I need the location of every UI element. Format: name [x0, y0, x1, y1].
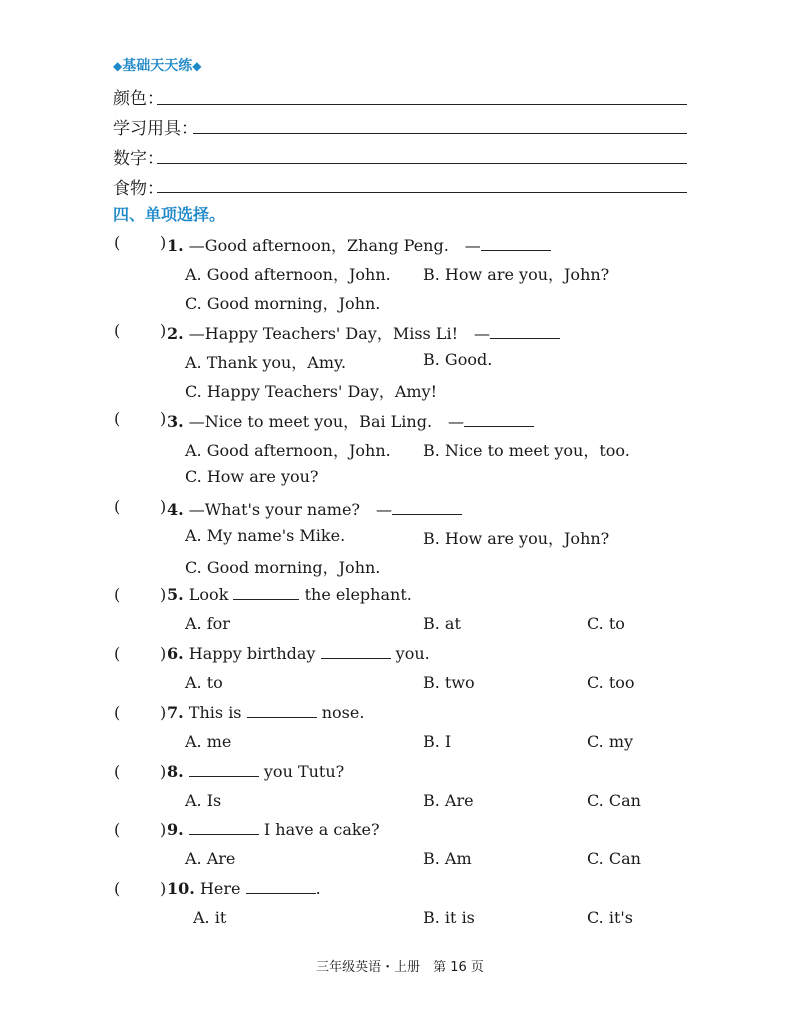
fill-line-numbers[interactable]	[157, 163, 687, 164]
question-stem	[167, 879, 321, 898]
question-number: 6.	[167, 644, 184, 663]
question-text-after: I have a cake?	[263, 820, 380, 839]
question-text: —What's your name? —	[188, 500, 392, 519]
option-c: C. Good morning，John.	[185, 294, 381, 313]
question-stem	[167, 233, 551, 256]
option-a: A. Are	[185, 849, 236, 868]
answer-blank[interactable]	[247, 703, 317, 718]
option-c: C. Can	[587, 849, 641, 868]
answer-paren-open: (	[114, 409, 121, 428]
fill-label-stationery: 学习用具：	[113, 119, 198, 139]
diamond-right-icon: ◆	[192, 59, 202, 73]
answer-paren-open: (	[114, 233, 121, 252]
option-b: B. at	[423, 614, 461, 633]
answer-paren-open: (	[114, 820, 121, 839]
question-stem	[167, 762, 344, 781]
option-b: B. Are	[423, 791, 474, 810]
option-a: A. me	[185, 732, 232, 751]
question-stem	[167, 585, 412, 604]
question-text-before: This is	[188, 703, 242, 722]
question-number: 9.	[167, 820, 184, 839]
answer-paren-open: (	[114, 762, 121, 781]
option-b: B. two	[423, 673, 475, 692]
question-stem	[167, 644, 430, 663]
question-text-before: Here	[199, 879, 241, 898]
option-c: C. it's	[587, 908, 633, 927]
section-title: 四、单项选择。	[113, 205, 226, 224]
fill-line-colors[interactable]	[157, 104, 687, 105]
answer-blank[interactable]	[392, 500, 462, 515]
fill-label-numbers: 数字：	[113, 149, 164, 169]
question-text-before: Look	[188, 585, 229, 604]
fill-line-stationery[interactable]	[193, 133, 687, 134]
answer-paren-close: )	[160, 644, 167, 663]
question-text-after: nose.	[321, 703, 365, 722]
option-b: B. I	[423, 732, 452, 751]
answer-paren-close: )	[160, 703, 167, 722]
answer-blank[interactable]	[464, 412, 534, 427]
answer-paren-open: (	[114, 585, 121, 604]
fill-label-food: 食物：	[113, 179, 164, 199]
answer-paren-close: )	[160, 321, 167, 340]
answer-paren-close: )	[160, 879, 167, 898]
answer-paren-close: )	[160, 820, 167, 839]
page-footer: 三年级英语・上册 第 16 页	[316, 960, 484, 975]
option-a: A. Good afternoon，John.	[185, 441, 391, 460]
answer-blank[interactable]	[321, 644, 391, 659]
answer-paren-close: )	[160, 497, 167, 516]
question-stem	[167, 497, 462, 520]
answer-paren-open: (	[114, 644, 121, 663]
question-number: 10.	[167, 879, 195, 898]
question-number: 7.	[167, 703, 184, 722]
question-number: 4.	[167, 500, 184, 519]
option-c: C. too	[587, 673, 635, 692]
option-b: B. How are you，John?	[423, 265, 610, 284]
banner-label: 基础天天练	[122, 58, 193, 74]
option-b: B. Good.	[423, 350, 493, 369]
question-text: —Nice to meet you，Bai Ling. —	[188, 412, 465, 431]
question-number: 5.	[167, 585, 184, 604]
diamond-left-icon: ◆	[113, 59, 123, 73]
option-b: B. Am	[423, 849, 472, 868]
question-text-after: you Tutu?	[263, 762, 345, 781]
answer-blank[interactable]	[490, 324, 560, 339]
option-c: C. Can	[587, 791, 641, 810]
question-stem	[167, 703, 364, 722]
option-a: A. Thank you，Amy.	[185, 353, 347, 372]
option-b: B. it is	[423, 908, 475, 927]
answer-blank[interactable]	[189, 820, 259, 835]
option-a: A. for	[185, 614, 230, 633]
answer-blank[interactable]	[233, 585, 299, 600]
question-text: —Good afternoon，Zhang Peng. —	[188, 236, 481, 255]
answer-paren-open: (	[114, 703, 121, 722]
question-text-before: Happy birthday	[188, 644, 316, 663]
answer-paren-close: )	[160, 762, 167, 781]
answer-paren-close: )	[160, 233, 167, 252]
option-c: C. Good morning，John.	[185, 558, 381, 577]
answer-paren-open: (	[114, 321, 121, 340]
question-text: —Happy Teachers' Day，Miss Li! —	[188, 324, 491, 343]
option-c: C. How are you?	[185, 467, 319, 486]
option-b: B. How are you，John?	[423, 529, 610, 548]
option-a: A. My name's Mike.	[185, 526, 346, 545]
answer-blank[interactable]	[481, 236, 551, 251]
question-stem	[167, 409, 534, 432]
fill-line-food[interactable]	[157, 192, 687, 193]
answer-paren-close: )	[160, 585, 167, 604]
question-text-after: the elephant.	[304, 585, 412, 604]
question-text-after: you.	[395, 644, 430, 663]
option-b: B. Nice to meet you，too.	[423, 441, 630, 460]
question-stem	[167, 321, 560, 344]
option-a: A. it	[193, 908, 227, 927]
question-text-after: .	[315, 879, 321, 898]
answer-blank[interactable]	[189, 762, 259, 777]
fill-label-colors: 颜色：	[113, 89, 164, 109]
option-a: A. Is	[185, 791, 222, 810]
question-number: 8.	[167, 762, 184, 781]
answer-paren-open: (	[114, 879, 121, 898]
question-number: 3.	[167, 412, 184, 431]
option-a: A. to	[185, 673, 223, 692]
question-number: 2.	[167, 324, 184, 343]
option-c: C. my	[587, 732, 634, 751]
question-number: 1.	[167, 236, 184, 255]
section-banner	[113, 55, 201, 75]
option-c: C. to	[587, 614, 625, 633]
option-a: A. Good afternoon，John.	[185, 265, 391, 284]
question-stem	[167, 820, 380, 839]
option-c: C. Happy Teachers' Day，Amy!	[185, 382, 438, 401]
answer-blank[interactable]	[246, 879, 316, 894]
answer-paren-open: (	[114, 497, 121, 516]
answer-paren-close: )	[160, 409, 167, 428]
